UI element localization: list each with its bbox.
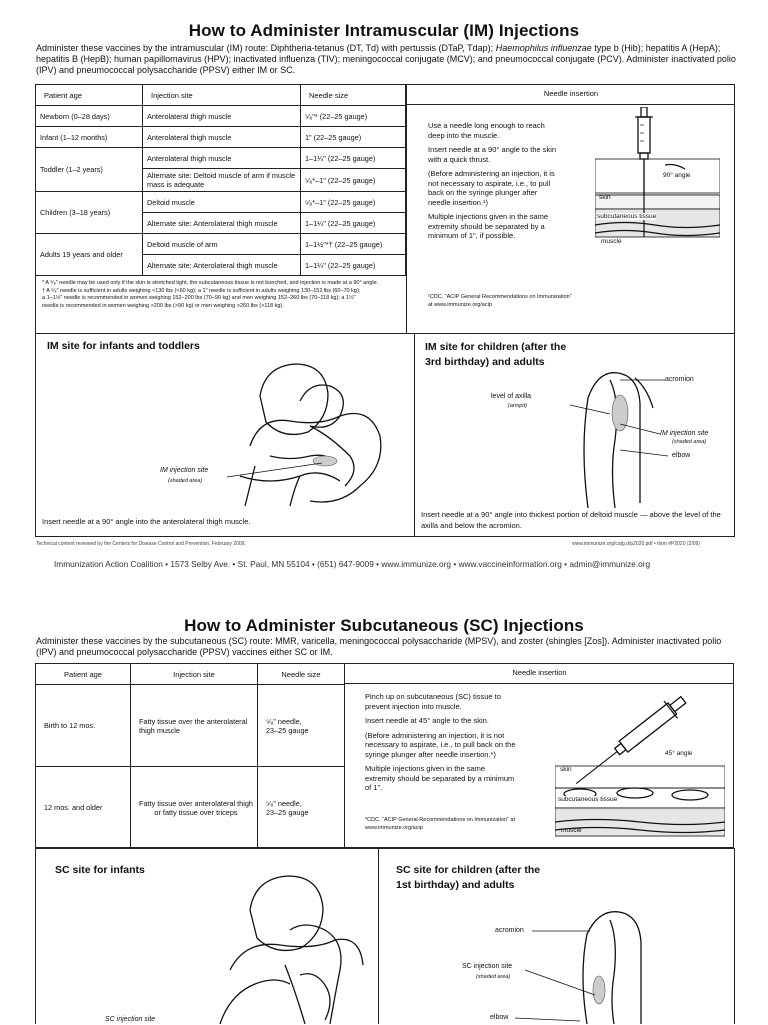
im-infant-site-label: IM injection site bbox=[160, 467, 209, 474]
axilla-label: level of axilla bbox=[491, 393, 532, 400]
sc-angle-label: 45° angle bbox=[665, 750, 693, 757]
im-adult-site-label: IM injection site bbox=[660, 430, 709, 437]
sc-intro: Administer these vaccines by the subcutaneous (SC) route: MMR, varicella, meningococcal polysaccharide (MPSV), and zoster (shingles [Zos]). Administer inactivated polio (IPV) and pneumococcal polysaccharide (PPSV) vaccines either SC or IM. bbox=[36, 636, 722, 657]
table-row: Birth to 12 mos. Fatty tissue over the anterolateral thigh muscle ⁵⁄₈" needle, 23–25 gauge bbox=[36, 685, 345, 767]
sc-adult-title: SC site for children (after the 1st birthday) and adults bbox=[396, 864, 541, 891]
im-infant-shaded-label: (shaded area) bbox=[168, 478, 203, 484]
sc-header-needle-insertion: Needle insertion bbox=[345, 663, 734, 684]
im-footnotes: * A ⁵⁄₈" needle may be used only if the skin is stretched tight, the subcutaneous tissue is not bunched, and injection is made at a 90° angle. † A ⁵⁄₈" needle is sufficient in adults weighing <130 lbs (<60 kg); a 1" needle is sufficient in adults weighing 130–152 lbs (60–70 kg); a 1–1½" needle is recommended in women weighing 152–200 lbs (70–90 kg) and men weighing 152–260 lbs (70–118 kg); a 1½" needle is recommended in women weighing >200 lbs (>90 kg) or men weighing >260 lbs (>118 kg). bbox=[42, 280, 379, 309]
table-row: Infant (1–12 months) Anterolateral thigh muscle 1" (22–25 gauge) bbox=[36, 127, 406, 148]
armpit-label: (armpit) bbox=[508, 403, 527, 409]
pointer-line bbox=[222, 455, 332, 485]
syringe-45-icon bbox=[555, 690, 725, 840]
sc-panel-divider bbox=[378, 848, 379, 1024]
header-patient-age: Patient age bbox=[36, 85, 143, 106]
sc-acromion-label: acromion bbox=[495, 927, 524, 934]
sc-tissue-diagram bbox=[555, 690, 725, 840]
sc-table: Patient age Injection site Needle size Birth to 12 mos. Fatty tissue over the anterolateral thigh muscle ⁵⁄₈" needle, 23–25 gauge 12 mos. and older Fatty tissue over anterolateral thigh or fatty tissue over triceps ⁵⁄₈" needle, 23–25 gauge bbox=[35, 663, 345, 849]
table-row: Toddler (1–2 years) Anterolateral thigh muscle 1–1¼" (22–25 gauge) bbox=[36, 148, 406, 169]
sc-elbow-label: elbow bbox=[490, 1014, 509, 1021]
sc-needle-insertion: Pinch up on subcutaneous (SC) tissue to prevent injection into muscle. Insert needle at 45° angle to the skin. (Before administering an injection, it is not necessary to aspirate, i.e., to pull back on the syringe plunger after needle insertion.*) Multiple injections given in the same extremity should be separated by a minimum of 1". bbox=[365, 692, 516, 792]
im-adult-shaded-label: (shaded area) bbox=[672, 439, 707, 445]
sc-cdc-note: *CDC. “ACIP General Recommendations on Immunization” at www.immunize.org/acip bbox=[365, 817, 515, 831]
table-row: Alternate site: Anterolateral thigh muscle 1–1¼" (22–25 gauge) bbox=[36, 213, 406, 234]
footer-right: www.immunize.org/catg.d/p2020.pdf • Item #P2020 (2/09) bbox=[572, 541, 700, 547]
table-row: Alternate site: Deltoid muscle of arm if muscle mass is adequate ⁵⁄₈*–1" (22–25 gauge) bbox=[36, 169, 406, 192]
header-needle-insertion: Needle insertion bbox=[406, 84, 735, 105]
subcutaneous-label: subcutaneous tissue bbox=[597, 213, 657, 220]
sc-muscle-label: muscle bbox=[561, 827, 582, 834]
sc-infant-site-label: SC injection site bbox=[105, 1016, 156, 1023]
im-infant-caption: Insert needle at a 90° angle into the anterolateral thigh muscle. bbox=[42, 517, 251, 526]
im-needle-insertion: Use a needle long enough to reach deep into the muscle. Insert needle at a 90° angle to the skin with a quick thrust. (Before administering an injection, it is not necessary to aspirate, i.e., to pull back on the syringe plunger after needle insertion.¹) Multiple injections given in the same extremity should be separated by a minimum of 1", if possible. bbox=[428, 121, 557, 240]
sc-skin-label: skin bbox=[560, 766, 572, 773]
table-row: Alternate site: Anterolateral thigh muscle 1–1¼" (22–25 gauge) bbox=[36, 255, 406, 276]
table-row: Newborn (0–28 days) Anterolateral thigh muscle ⁵⁄₈"* (22–25 gauge) bbox=[36, 106, 406, 127]
syringe-90-icon bbox=[595, 107, 720, 257]
muscle-label: muscle bbox=[601, 238, 622, 245]
sc-infant-lap-illustration bbox=[190, 870, 370, 1024]
sc-adult-site-label: SC injection site bbox=[462, 963, 513, 970]
sc-infant-title: SC site for infants bbox=[55, 864, 145, 876]
acromion-label: acromion bbox=[665, 376, 694, 383]
footer-left: Technical content reviewed by the Centers for Disease Control and Prevention, February 2009. bbox=[36, 541, 246, 547]
im-tissue-diagram bbox=[595, 107, 720, 257]
skin-label: skin bbox=[599, 194, 611, 201]
panel-divider bbox=[414, 333, 415, 537]
org-line: Immunization Action Coalition • 1573 Selby Ave. • St. Paul, MN 55104 • (651) 647-9009 • www.immunize.org • www.vaccineinformation.org • admin@immunize.org bbox=[54, 559, 651, 569]
table-row: 12 mos. and older Fatty tissue over anterolateral thigh or fatty tissue over triceps ⁵⁄₈" needle, 23–25 gauge bbox=[36, 767, 345, 849]
im-infant-title: IM site for infants and toddlers bbox=[47, 340, 200, 352]
adult-pointer-lines bbox=[540, 372, 680, 462]
angle-label: 90° angle bbox=[663, 172, 691, 179]
sc-adult-pointer-lines bbox=[510, 925, 620, 1025]
im-cdc-note: ¹CDC. “ACIP General Recommendations on Immunization” at www.immunize.org/acip bbox=[428, 294, 572, 308]
im-adult-title: IM site for children (after the 3rd birthday) and adults bbox=[425, 341, 567, 368]
header-needle-size: Needle size bbox=[301, 85, 406, 106]
sc-subcutaneous-label: subcutaneous tissue bbox=[558, 796, 618, 803]
sc-adult-shaded-label: (shaded area) bbox=[476, 974, 511, 980]
table-row: Children (3–18 years) Deltoid muscle ⁵⁄₈*–1" (22–25 gauge) bbox=[36, 192, 406, 213]
sc-title: How to Administer Subcutaneous (SC) Injections bbox=[184, 616, 584, 635]
im-title: How to Administer Intramuscular (IM) Injections bbox=[188, 21, 580, 40]
table-row: Adults 19 years and older Deltoid muscle of arm 1–1½"*† (22–25 gauge) bbox=[36, 234, 406, 255]
im-table bbox=[35, 84, 406, 276]
im-intro: Administer these vaccines by the intramuscular (IM) route: Diphtheria-tetanus (DT, Td) with pertussis (DTaP, Tdap); Haemophilus influenzae type b (Hib); hepatitis A (HepA); hepatitis B (HepB); human papillomavirus (HPV); inactivated influenza (TIV); meningococcal conjugate (MCV); and pneumococcal conjugate (PCV). Administer inactivated polio (IPV) and pneumococcal polysaccharide (PPSV) either IM or SC. bbox=[36, 43, 736, 75]
header-injection-site: Injection site bbox=[143, 85, 301, 106]
infant-lap-illustration bbox=[230, 356, 390, 511]
column-divider bbox=[406, 105, 407, 334]
elbow-label: elbow bbox=[672, 452, 691, 459]
im-adult-caption: Insert needle at a 90° angle into thickest portion of deltoid muscle — above the level of the axilla and below the acromion. bbox=[421, 510, 721, 530]
